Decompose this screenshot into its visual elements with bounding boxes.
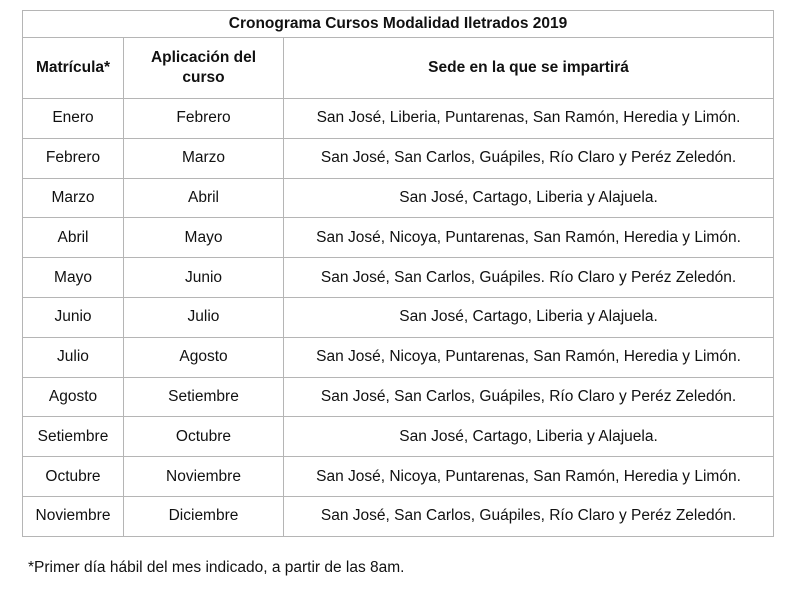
cell-sede: San José, Cartago, Liberia y Alajuela. xyxy=(284,417,774,457)
cell-matricula: Marzo xyxy=(23,178,124,218)
cell-matricula: Octubre xyxy=(23,457,124,497)
table-title: Cronograma Cursos Modalidad Iletrados 2019 xyxy=(23,11,774,38)
table-row xyxy=(23,138,774,178)
cell-matricula: Enero xyxy=(23,99,124,139)
table-row xyxy=(23,99,774,139)
cell-aplicacion: Agosto xyxy=(124,337,284,377)
table-row xyxy=(23,496,774,536)
cell-sede: San José, San Carlos, Guápiles, Río Claro y Peréz Zeledón. xyxy=(284,138,774,178)
schedule-table xyxy=(22,10,774,537)
cell-sede: San José, San Carlos, Guápiles. Río Claro y Peréz Zeledón. xyxy=(284,258,774,298)
table-row xyxy=(23,178,774,218)
cell-aplicacion: Mayo xyxy=(124,218,284,258)
cell-aplicacion: Febrero xyxy=(124,99,284,139)
cell-sede: San José, Nicoya, Puntarenas, San Ramón, Heredia y Limón. xyxy=(284,457,774,497)
cell-aplicacion: Julio xyxy=(124,297,284,337)
table-header-row xyxy=(23,38,774,99)
cell-sede: San José, San Carlos, Guápiles, Río Claro y Peréz Zeledón. xyxy=(284,496,774,536)
cell-sede: San José, San Carlos, Guápiles, Río Claro y Peréz Zeledón. xyxy=(284,377,774,417)
cell-sede: San José, Nicoya, Puntarenas, San Ramón, Heredia y Limón. xyxy=(284,218,774,258)
header-sede: Sede en la que se impartirá xyxy=(284,38,774,99)
header-matricula: Matrícula* xyxy=(23,38,124,99)
table-row xyxy=(23,218,774,258)
cell-aplicacion: Abril xyxy=(124,178,284,218)
cell-sede: San José, Nicoya, Puntarenas, San Ramón, Heredia y Limón. xyxy=(284,337,774,377)
cell-aplicacion: Noviembre xyxy=(124,457,284,497)
cell-matricula: Agosto xyxy=(23,377,124,417)
cell-aplicacion: Marzo xyxy=(124,138,284,178)
cell-matricula: Junio xyxy=(23,297,124,337)
cell-aplicacion: Setiembre xyxy=(124,377,284,417)
table-row xyxy=(23,258,774,298)
footnote: *Primer día hábil del mes indicado, a partir de las 8am. xyxy=(28,559,405,576)
cell-matricula: Mayo xyxy=(23,258,124,298)
header-aplicacion: Aplicación del curso xyxy=(124,38,284,99)
cell-matricula: Setiembre xyxy=(23,417,124,457)
cell-aplicacion: Octubre xyxy=(124,417,284,457)
table-row xyxy=(23,417,774,457)
table-body xyxy=(23,99,774,537)
table-title-row xyxy=(23,11,774,38)
cell-matricula: Julio xyxy=(23,337,124,377)
cell-matricula: Abril xyxy=(23,218,124,258)
cell-matricula: Noviembre xyxy=(23,496,124,536)
cell-aplicacion: Junio xyxy=(124,258,284,298)
cell-sede: San José, Liberia, Puntarenas, San Ramón, Heredia y Limón. xyxy=(284,99,774,139)
table-row xyxy=(23,297,774,337)
cell-matricula: Febrero xyxy=(23,138,124,178)
table-row xyxy=(23,337,774,377)
table-row xyxy=(23,377,774,417)
cell-sede: San José, Cartago, Liberia y Alajuela. xyxy=(284,297,774,337)
table-row xyxy=(23,457,774,497)
cell-sede: San José, Cartago, Liberia y Alajuela. xyxy=(284,178,774,218)
cell-aplicacion: Diciembre xyxy=(124,496,284,536)
